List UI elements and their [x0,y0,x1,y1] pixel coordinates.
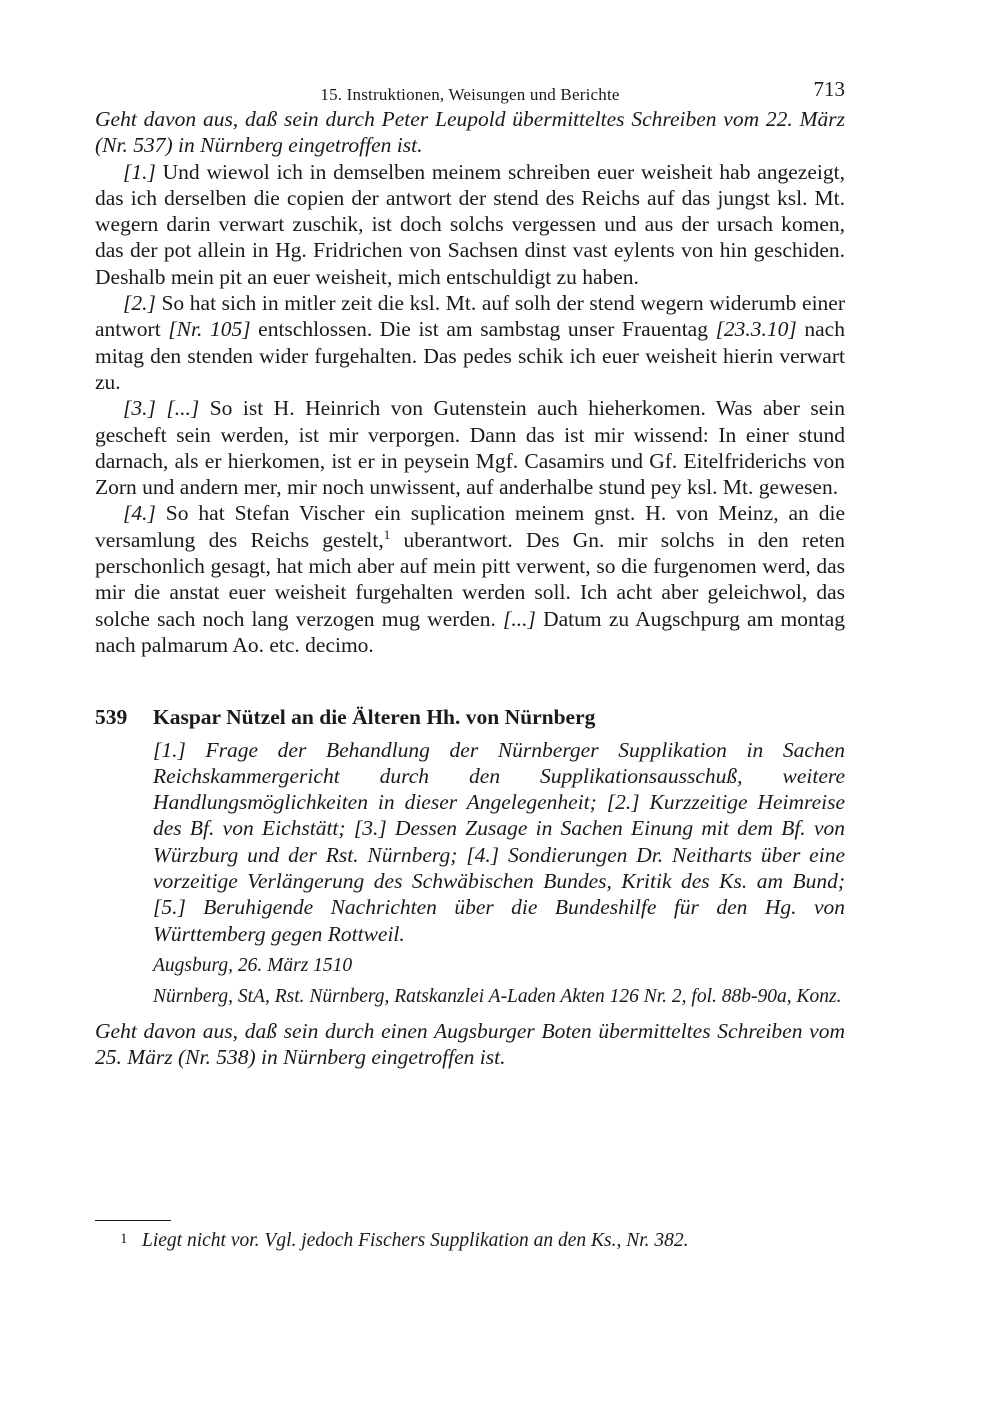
document-heading [95,704,845,730]
closing-note: Geht davon aus, daß sein durch einen Augsburger Boten übermitteltes Schreiben vom 25. März (Nr. 538) in Nürnberg eingetroffen ist. [95,1018,845,1070]
omission-mark: [...] [503,606,536,631]
paragraph-2 [95,290,845,395]
paragraph-text: So ist H. Heinrich von Gutenstein auch hieherkomen. Was aber sein gescheft sein werden, ist mir verporgen. Dann das ist mir wissend: In einer stund darnach, als er hierkomen, ist er in peysein Mgf. Casamirs und Gf. Eitelfriderichs von Zorn und andern mer, mir noch unwissent, auf anderhalbe stund pey ksl. Mt. gewesen. [95,396,845,500]
paragraph-text: So hat Stefan Vischer ein suplication meinem gnst. H. von Meinz, an die versamlung des Reichs gestelt, [95,501,845,552]
footnote-mark: 1 [120,1231,128,1247]
paragraph-3 [95,395,845,500]
intro-note: Geht davon aus, daß sein durch Peter Leupold übermitteltes Schreiben vom 22. März (Nr. 537) in Nürnberg eingetroffen ist. [95,107,845,158]
running-header [95,72,845,106]
document-reference: [Nr. 105] [168,317,251,342]
paragraph-label: [2.] [123,291,156,316]
paragraph-text: Datum zu Augschpurg am montag nach palmarum Ao. etc. decimo. [95,606,845,657]
running-title: 15. Instruktionen, Weisungen und Berichte [320,85,620,104]
paragraph-text: entschlossen. Die ist am sambstag unser Frauentag [250,317,716,342]
paragraph-1 [95,159,845,290]
paragraph-text: Und wiewol ich in demselben meinem schreiben euer weisheit hab angezeigt, das ich derselben die copien der antwort der stend des Reichs auf das jungst ksl. Mt. wegern darin verwart zuschik, ist doch solchs vergessen und aus der ursach komen, das der pot allein in Hg. Fridrichen von Sachsen dinst vast eylents von hin geschiden. Deshalb mein pit an euer weisheit, mich entschuldigt zu haben. [95,159,845,289]
page-body [95,72,845,1071]
editorial-date: [23.3.10] [715,317,797,342]
footnote-text: Liegt nicht vor. Vgl. jedoch Fischers Supplikation an den Ks., Nr. 382. [142,1230,689,1251]
paragraph-text: uberantwort. Des Gn. mir solchs in den reten perschonlich gesagt, hat mich aber auf mein pitt verwent, so die furgenomen werd, das mir die anstat euer weisheit furgehalten werden soll. Ich acht aber geleichwol, das solche sach noch lang verzogen mug werden. [95,527,846,631]
document-number: 539 [95,705,128,730]
document-regest: [1.] Frage der Behandlung der Nürnberger Supplikation in Sachen Reichskammergericht durch den Supplikationsausschuß, weitere Handlungsmöglichkeiten in dieser Angelegenheit; [2.] Kurzzeitige Heimreise des Bf. von Eichstätt; [3.] Dessen Zusage in Sachen Einung mit dem Bf. von Würzburg und der Rst. Nürnberg; [4.] Sondierungen Dr. Neitharts über eine vorzeitige Verlängerung des Schwäbischen Bundes, Kritik des Ks. am Bund; [5.] Beruhigende Nachrichten über die Bundeshilfe für den Hg. von Württemberg gegen Rottweil. [153,737,845,946]
document-date: Augsburg, 26. März 1510 [153,954,353,976]
document-source: Nürnberg, StA, Rst. Nürnberg, Ratskanzlei A-Laden Akten 126 Nr. 2, fol. 88b-90a, Konz. [153,985,842,1007]
page-number: 713 [813,77,845,101]
paragraph-text: So hat sich in mitler zeit die ksl. Mt. auf solh der stend wegern widerumb einer antwort [95,291,845,342]
paragraph-label: [4.] [123,501,156,526]
paragraph-text: nach mitag den stenden wider furgehalten. Das pedes schik ich euer weisheit hierin verwart zu. [95,317,845,394]
paragraph-label: [3.] [...] [123,396,200,421]
footnote-reference[interactable]: 1 [383,526,391,542]
footnote-divider [95,1220,171,1221]
footnote [120,1227,845,1253]
paragraph-label: [1.] [123,159,156,184]
paragraph-4 [95,500,845,658]
document-title: Kaspar Nützel an die Älteren Hh. von Nürnberg [153,705,596,730]
